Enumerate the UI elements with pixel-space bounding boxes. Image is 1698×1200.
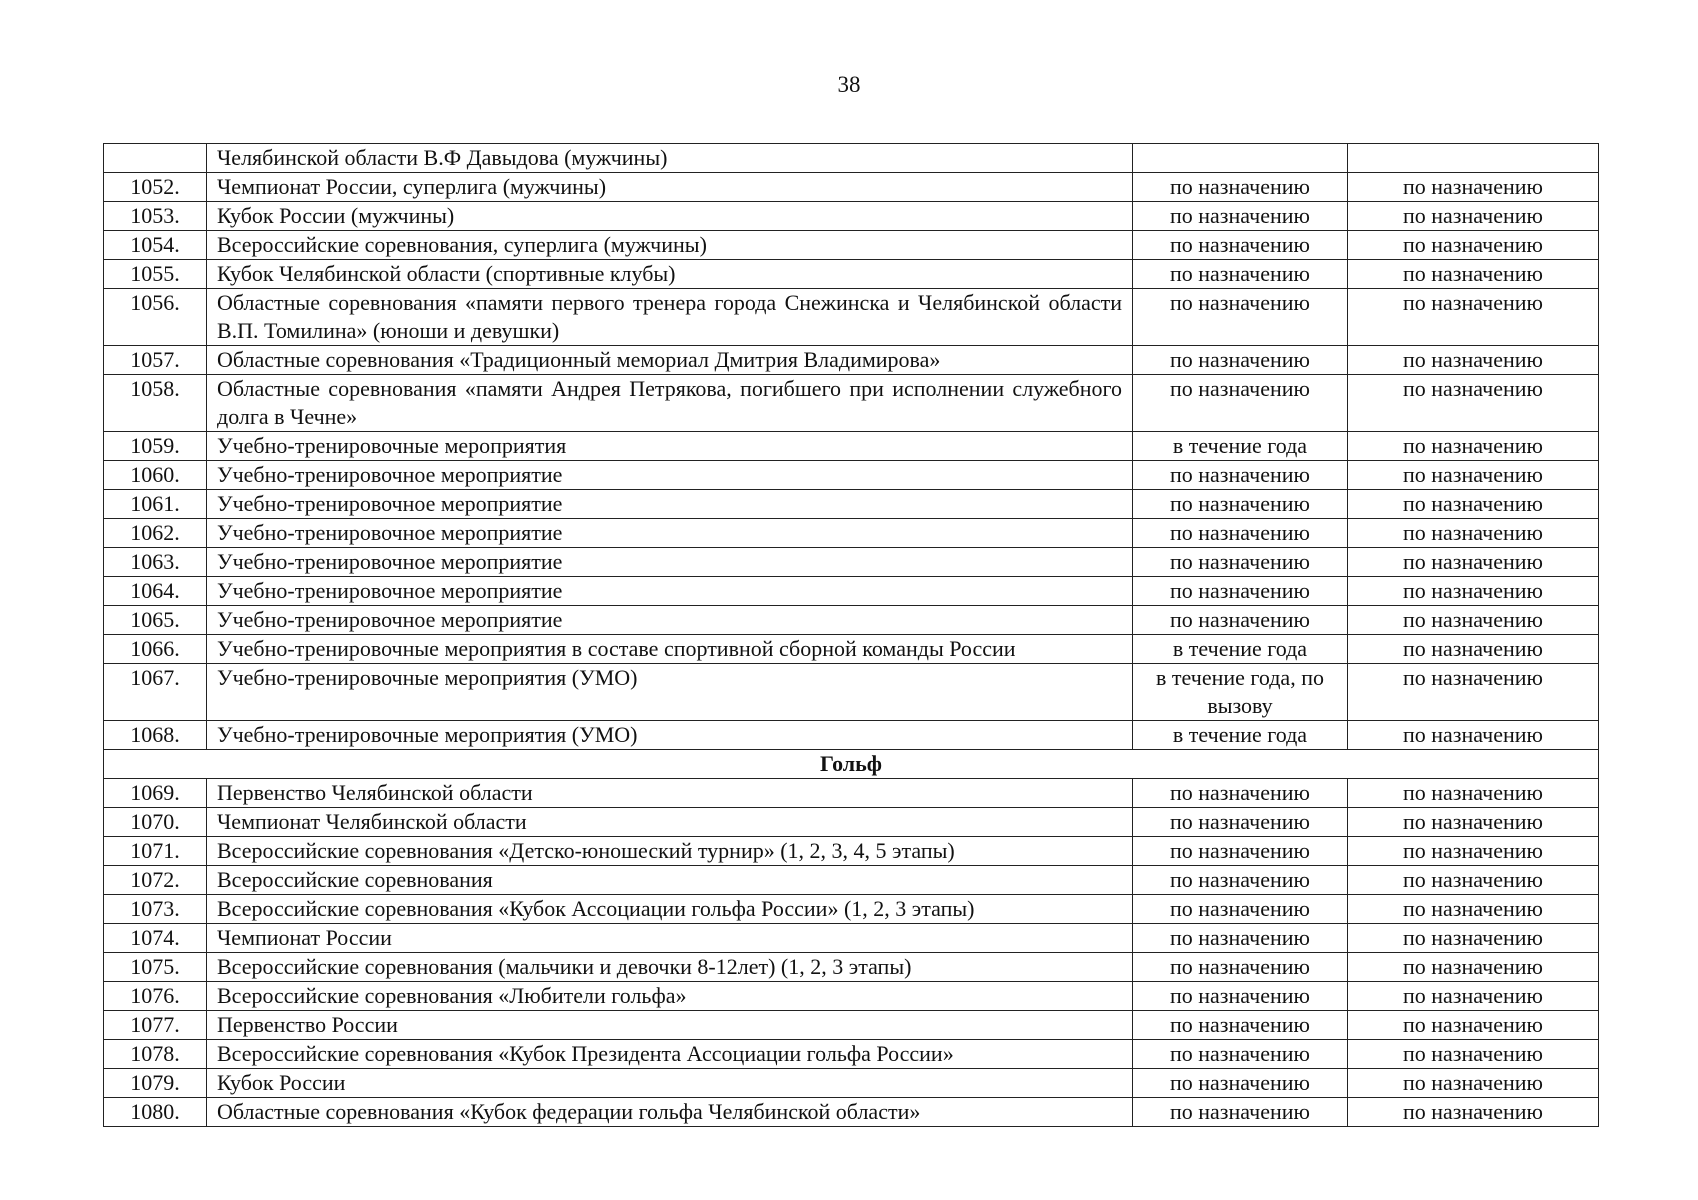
- event-name-cell: Учебно-тренировочное мероприятие: [207, 548, 1133, 577]
- event-name-cell: Всероссийские соревнования «Кубок Президента Ассоциации гольфа России»: [207, 1040, 1133, 1069]
- event-place-cell: по назначению: [1348, 664, 1599, 721]
- event-place-cell: по назначению: [1348, 606, 1599, 635]
- table-row: [104, 432, 1599, 461]
- event-date-cell: по назначению: [1133, 1040, 1348, 1069]
- event-name-cell: Областные соревнования «памяти первого тренера города Снежинска и Челябинской области В.П. Томилина» (юноши и девушки): [207, 289, 1133, 346]
- event-date-cell: по назначению: [1133, 837, 1348, 866]
- table-row: [104, 1040, 1599, 1069]
- row-number-cell: 1053.: [104, 202, 207, 231]
- event-name-cell: Чемпионат России, суперлига (мужчины): [207, 173, 1133, 202]
- events-table: [103, 143, 1599, 1127]
- event-place-cell: по назначению: [1348, 346, 1599, 375]
- event-name-cell: Учебно-тренировочные мероприятия (УМО): [207, 721, 1133, 750]
- event-name-cell: Учебно-тренировочное мероприятие: [207, 577, 1133, 606]
- event-name-cell: Всероссийские соревнования «Кубок Ассоциации гольфа России» (1, 2, 3 этапы): [207, 895, 1133, 924]
- event-place-cell: по назначению: [1348, 721, 1599, 750]
- event-place-cell: по назначению: [1348, 519, 1599, 548]
- table-row: [104, 548, 1599, 577]
- row-number-cell: 1074.: [104, 924, 207, 953]
- event-date-cell: по назначению: [1133, 519, 1348, 548]
- event-place-cell: по назначению: [1348, 982, 1599, 1011]
- event-place-cell: по назначению: [1348, 548, 1599, 577]
- table-row: [104, 490, 1599, 519]
- row-number-cell: 1057.: [104, 346, 207, 375]
- row-number-cell: 1052.: [104, 173, 207, 202]
- table-row: [104, 461, 1599, 490]
- event-name-cell: Учебно-тренировочные мероприятия в составе спортивной сборной команды России: [207, 635, 1133, 664]
- event-place-cell: по назначению: [1348, 895, 1599, 924]
- table-row: [104, 635, 1599, 664]
- table-row: [104, 144, 1599, 173]
- event-place-cell: по назначению: [1348, 1069, 1599, 1098]
- event-date-cell: по назначению: [1133, 606, 1348, 635]
- row-number-cell: 1072.: [104, 866, 207, 895]
- event-place-cell: по назначению: [1348, 231, 1599, 260]
- table-row: [104, 1098, 1599, 1127]
- event-place-cell: по назначению: [1348, 577, 1599, 606]
- table-row: [104, 231, 1599, 260]
- event-date-cell: по назначению: [1133, 375, 1348, 432]
- event-date-cell: по назначению: [1133, 202, 1348, 231]
- event-place-cell: по назначению: [1348, 432, 1599, 461]
- table-body: [104, 144, 1599, 1127]
- table-row: [104, 895, 1599, 924]
- table-row: [104, 202, 1599, 231]
- table-row: [104, 375, 1599, 432]
- row-number-cell: 1055.: [104, 260, 207, 289]
- table-row: [104, 953, 1599, 982]
- event-name-cell: Чемпионат Челябинской области: [207, 808, 1133, 837]
- table-row: [104, 606, 1599, 635]
- event-place-cell: по назначению: [1348, 1040, 1599, 1069]
- table-row: [104, 519, 1599, 548]
- row-number-cell: 1073.: [104, 895, 207, 924]
- event-place-cell: по назначению: [1348, 1098, 1599, 1127]
- event-place-cell: по назначению: [1348, 289, 1599, 346]
- table-row: [104, 721, 1599, 750]
- table-row: [104, 664, 1599, 721]
- event-date-cell: по назначению: [1133, 231, 1348, 260]
- event-name-cell: Учебно-тренировочное мероприятие: [207, 490, 1133, 519]
- row-number-cell: 1071.: [104, 837, 207, 866]
- row-number-cell: 1078.: [104, 1040, 207, 1069]
- event-date-cell: [1133, 144, 1348, 173]
- event-date-cell: по назначению: [1133, 808, 1348, 837]
- page-number: 38: [837, 72, 861, 97]
- event-place-cell: по назначению: [1348, 375, 1599, 432]
- event-name-cell: Областные соревнования «памяти Андрея Петрякова, погибшего при исполнении служебного долга в Чечне»: [207, 375, 1133, 432]
- event-place-cell: по назначению: [1348, 924, 1599, 953]
- event-date-cell: по назначению: [1133, 346, 1348, 375]
- event-name-cell: Областные соревнования «Кубок федерации гольфа Челябинской области»: [207, 1098, 1133, 1127]
- row-number-cell: 1075.: [104, 953, 207, 982]
- event-date-cell: в течение года: [1133, 721, 1348, 750]
- event-date-cell: по назначению: [1133, 866, 1348, 895]
- event-date-cell: в течение года: [1133, 432, 1348, 461]
- row-number-cell: 1079.: [104, 1069, 207, 1098]
- row-number-cell: 1061.: [104, 490, 207, 519]
- table-row: [104, 260, 1599, 289]
- row-number-cell: 1067.: [104, 664, 207, 721]
- row-number-cell: 1064.: [104, 577, 207, 606]
- table-row: [104, 866, 1599, 895]
- table-row: [104, 346, 1599, 375]
- event-place-cell: по назначению: [1348, 779, 1599, 808]
- event-name-cell: Всероссийские соревнования «Любители гольфа»: [207, 982, 1133, 1011]
- section-header-row: [104, 750, 1599, 779]
- row-number-cell: 1077.: [104, 1011, 207, 1040]
- table-row: [104, 808, 1599, 837]
- event-name-cell: Кубок Челябинской области (спортивные клубы): [207, 260, 1133, 289]
- event-place-cell: по назначению: [1348, 260, 1599, 289]
- section-title: Гольф: [104, 750, 1599, 779]
- event-name-cell: Всероссийские соревнования (мальчики и девочки 8-12лет) (1, 2, 3 этапы): [207, 953, 1133, 982]
- row-number-cell: 1059.: [104, 432, 207, 461]
- event-name-cell: Челябинской области В.Ф Давыдова (мужчины): [207, 144, 1133, 173]
- event-name-cell: Всероссийские соревнования: [207, 866, 1133, 895]
- event-date-cell: по назначению: [1133, 1069, 1348, 1098]
- event-date-cell: по назначению: [1133, 1098, 1348, 1127]
- table-row: [104, 1011, 1599, 1040]
- event-name-cell: Первенство Челябинской области: [207, 779, 1133, 808]
- event-place-cell: по назначению: [1348, 461, 1599, 490]
- row-number-cell: 1066.: [104, 635, 207, 664]
- row-number-cell: 1058.: [104, 375, 207, 432]
- event-name-cell: Учебно-тренировочное мероприятие: [207, 606, 1133, 635]
- row-number-cell: 1068.: [104, 721, 207, 750]
- table-row: [104, 577, 1599, 606]
- row-number-cell: 1060.: [104, 461, 207, 490]
- row-number-cell: [104, 144, 207, 173]
- event-name-cell: Кубок России (мужчины): [207, 202, 1133, 231]
- event-date-cell: по назначению: [1133, 289, 1348, 346]
- event-name-cell: Всероссийские соревнования «Детско-юношеский турнир» (1, 2, 3, 4, 5 этапы): [207, 837, 1133, 866]
- event-date-cell: по назначению: [1133, 260, 1348, 289]
- event-date-cell: по назначению: [1133, 953, 1348, 982]
- event-name-cell: Учебно-тренировочное мероприятие: [207, 461, 1133, 490]
- table-row: [104, 924, 1599, 953]
- event-date-cell: в течение года: [1133, 635, 1348, 664]
- event-place-cell: по назначению: [1348, 490, 1599, 519]
- event-name-cell: Учебно-тренировочные мероприятия (УМО): [207, 664, 1133, 721]
- event-place-cell: по назначению: [1348, 953, 1599, 982]
- event-date-cell: по назначению: [1133, 173, 1348, 202]
- table-row: [104, 837, 1599, 866]
- event-place-cell: по назначению: [1348, 808, 1599, 837]
- event-place-cell: [1348, 144, 1599, 173]
- event-date-cell: по назначению: [1133, 548, 1348, 577]
- row-number-cell: 1056.: [104, 289, 207, 346]
- table-row: [104, 982, 1599, 1011]
- row-number-cell: 1054.: [104, 231, 207, 260]
- table-row: [104, 779, 1599, 808]
- table-row: [104, 289, 1599, 346]
- table-row: [104, 173, 1599, 202]
- event-date-cell: по назначению: [1133, 490, 1348, 519]
- event-name-cell: Учебно-тренировочные мероприятия: [207, 432, 1133, 461]
- row-number-cell: 1080.: [104, 1098, 207, 1127]
- event-date-cell: по назначению: [1133, 779, 1348, 808]
- event-date-cell: по назначению: [1133, 982, 1348, 1011]
- event-name-cell: Учебно-тренировочное мероприятие: [207, 519, 1133, 548]
- event-place-cell: по назначению: [1348, 202, 1599, 231]
- event-place-cell: по назначению: [1348, 837, 1599, 866]
- row-number-cell: 1069.: [104, 779, 207, 808]
- event-date-cell: по назначению: [1133, 461, 1348, 490]
- event-name-cell: Первенство России: [207, 1011, 1133, 1040]
- event-name-cell: Чемпионат России: [207, 924, 1133, 953]
- row-number-cell: 1070.: [104, 808, 207, 837]
- table-row: [104, 1069, 1599, 1098]
- event-date-cell: по назначению: [1133, 895, 1348, 924]
- event-date-cell: в течение года, по вызову: [1133, 664, 1348, 721]
- event-date-cell: по назначению: [1133, 577, 1348, 606]
- event-place-cell: по назначению: [1348, 635, 1599, 664]
- event-date-cell: по назначению: [1133, 924, 1348, 953]
- row-number-cell: 1062.: [104, 519, 207, 548]
- event-place-cell: по назначению: [1348, 173, 1599, 202]
- event-date-cell: по назначению: [1133, 1011, 1348, 1040]
- row-number-cell: 1063.: [104, 548, 207, 577]
- event-name-cell: Областные соревнования «Традиционный мемориал Дмитрия Владимирова»: [207, 346, 1133, 375]
- event-name-cell: Кубок России: [207, 1069, 1133, 1098]
- event-place-cell: по назначению: [1348, 1011, 1599, 1040]
- event-name-cell: Всероссийские соревнования, суперлига (мужчины): [207, 231, 1133, 260]
- event-place-cell: по назначению: [1348, 866, 1599, 895]
- row-number-cell: 1065.: [104, 606, 207, 635]
- row-number-cell: 1076.: [104, 982, 207, 1011]
